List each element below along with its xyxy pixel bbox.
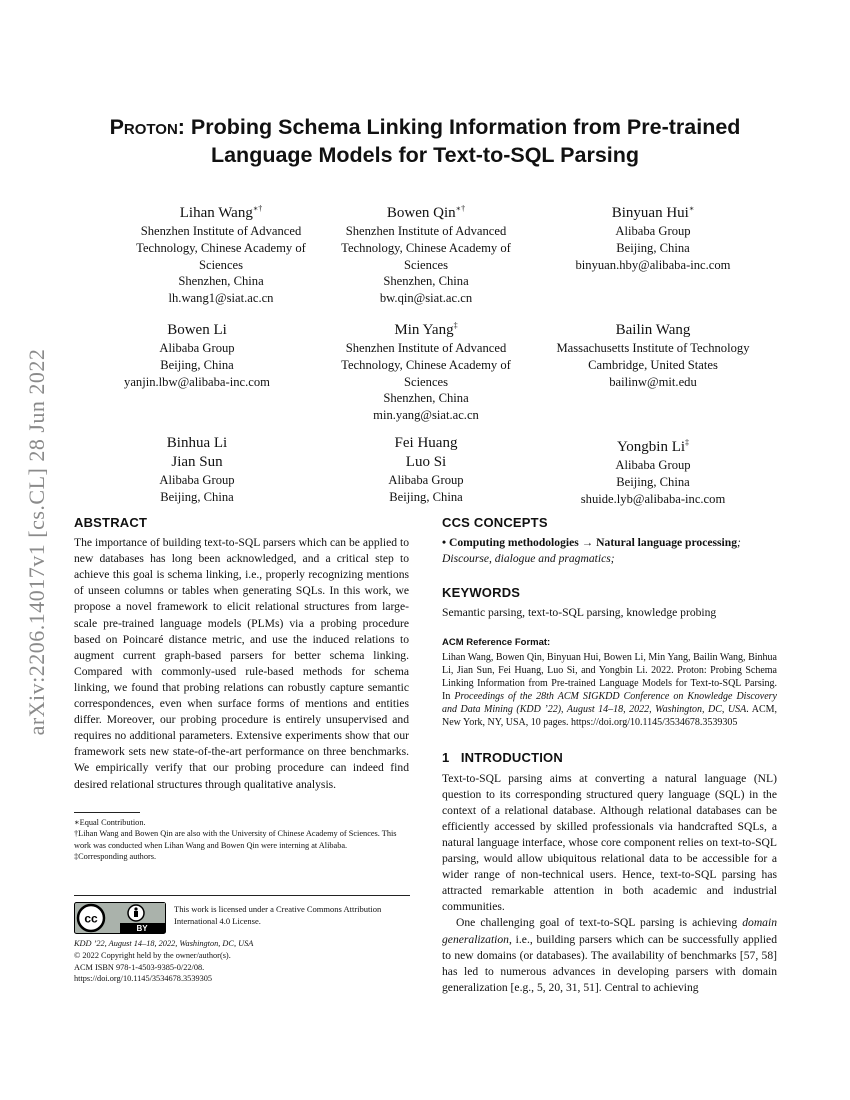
title-system-name: Proton bbox=[109, 115, 178, 139]
paper-title: Proton: Probing Schema Linking Information from Pre-trained Language Models for Text-to-SQL Parsing bbox=[109, 115, 741, 167]
cc-by-license-badge bbox=[74, 902, 166, 934]
svg-text:cc: cc bbox=[84, 911, 98, 926]
author-block: Min Yang‡ Shenzhen Institute of Advanced Technology, Chinese Academy of Sciences Shenzhen, China min.yang@siat.ac.cn bbox=[341, 321, 511, 423]
author-block: Fei Huang Luo Si Alibaba Group Beijing, China bbox=[388, 435, 464, 504]
intro-paragraph-2: One challenging goal of text-to-SQL parsing is achieving domain generalization, i.e., building parsers which can be successfully applied to new domains (or databases). The availability of benchmarks [57, 58] has led to numerous advances in developing parsers with domain generalization [e.g., 5, 20, 31, 51]. Central to achieving bbox=[442, 916, 777, 994]
cc-license-icon bbox=[74, 902, 166, 934]
venue-info: KDD ’22, August 14–18, 2022, Washington, DC, USA © 2022 Copyright held by the owner/author(s). ACM ISBN 978-1-4503-9385-0/22/08. https://doi.org/10.1145/3534678.3539305 bbox=[74, 939, 254, 984]
ccs-text: • Computing methodologies → Natural language processing; Discourse, dialogue and pragmatics; bbox=[442, 536, 741, 566]
keywords-heading: KEYWORDS bbox=[442, 585, 521, 601]
acm-reference: ACM Reference Format: Lihan Wang, Bowen Qin, Binyuan Hui, Bowen Li, Min Yang, Bailin Wang, Binhua Li, Jian Sun, Fei Huang, Luo Si, and Yongbin Li. 2022. Proton: Probing Schema Linking Information from Pre-trained Language Models for Text-to-SQL Parsing. In Proceedings of the 28th ACM SIGKDD Conference on Knowledge Discovery and Data Mining (KDD ’22), August 14–18, 2022, Washington, DC, USA. ACM, New York, NY, USA, 10 pages. https://doi.org/10.1145/3534678.3539305 bbox=[442, 637, 778, 729]
abstract-section bbox=[74, 515, 409, 793]
author-block: Binhua Li Jian Sun Alibaba Group Beijing, China bbox=[159, 435, 235, 504]
abstract-heading: ABSTRACT bbox=[74, 515, 148, 530]
author-block: Lihan Wang∗† Shenzhen Institute of Advanced Technology, Chinese Academy of Sciences Shenzhen, China lh.wang1@siat.ac.cn bbox=[136, 204, 306, 306]
right-column bbox=[442, 515, 777, 996]
footnotes: ∗Equal Contribution. †Lihan Wang and Bowen Qin are also with the University of Chinese Academy of Sciences. This work was conducted when Lihan Wang and Bowen Qin were interning at Alibaba. ‡Corresponding authors. bbox=[74, 818, 397, 862]
author-block: Bowen Li Alibaba Group Beijing, China yanjin.lbw@alibaba-inc.com bbox=[124, 322, 270, 389]
arxiv-stamp: arXiv:2206.14017v1 [cs.CL] 28 Jun 2022 bbox=[24, 348, 49, 736]
license-text: This work is licensed under a Creative Commons Attribution International 4.0 License. bbox=[174, 904, 382, 926]
ccs-heading: CCS CONCEPTS bbox=[442, 515, 548, 530]
footnote-rule bbox=[74, 812, 140, 813]
abstract-text: The importance of building text-to-SQL parsers which can be applied to new databases has long been acknowledged, and a critical step to achieve this goal is schema linking, i.e., properly recognizing mentions of unseen columns or tables when generating SQLs. In this work, we propose a novel framework to elicit relational structures from large-scale pre-trained language models (PLMs) via a probing procedure based on Poincaré distance metric, and use the induced relations to augment current graph-based parsers for better schema linking. Compared with commonly-used rule-based methods for schema linking, we found that probing relations can robustly capture semantic correspondences, even when surface forms of mentions and entities differ. Moreover, our probing procedure is entirely unsupervised and requires no additional parameters. Extensive experiments show that our framework sets new state-of-the-art performance on three benchmarks. We empirically verify that our probing procedure can indeed find desired relational structures through qualitative analysis. bbox=[74, 536, 409, 791]
author-block: Yongbin Li‡ Alibaba Group Beijing, China shuide.lyb@alibaba-inc.com bbox=[580, 438, 726, 506]
introduction-heading: 1 INTRODUCTION bbox=[442, 750, 563, 766]
author-block: Bailin Wang Massachusetts Institute of Technology Cambridge, United States bailinw@mit.edu bbox=[556, 322, 750, 389]
author-block: Binyuan Hui∗ Alibaba Group Beijing, China binyuan.hby@alibaba-inc.com bbox=[575, 204, 731, 272]
intro-paragraph-1: Text-to-SQL parsing aims at converting a natural language (NL) question to its corresponding structured query language (SQL) in the context of a relational database. Although relational databases can be efficiently accessed by skilled professionals via handcrafted SQLs, a natural language interface, whose core component relies on text-to-SQL parsing, would allow ubiquitous relational data to be accessible for a wider range of non-technical users. Hence, text-to-SQL parsing has attracted remarkable attention in both academic and industrial communities. bbox=[442, 771, 777, 914]
svg-text:BY: BY bbox=[136, 924, 148, 933]
author-block: Bowen Qin∗† Shenzhen Institute of Advanced Technology, Chinese Academy of Sciences Shenzhen, China bw.qin@siat.ac.cn bbox=[341, 204, 511, 306]
keywords-text: Semantic parsing, text-to-SQL parsing, knowledge probing bbox=[442, 606, 717, 620]
license-rule bbox=[74, 895, 410, 896]
